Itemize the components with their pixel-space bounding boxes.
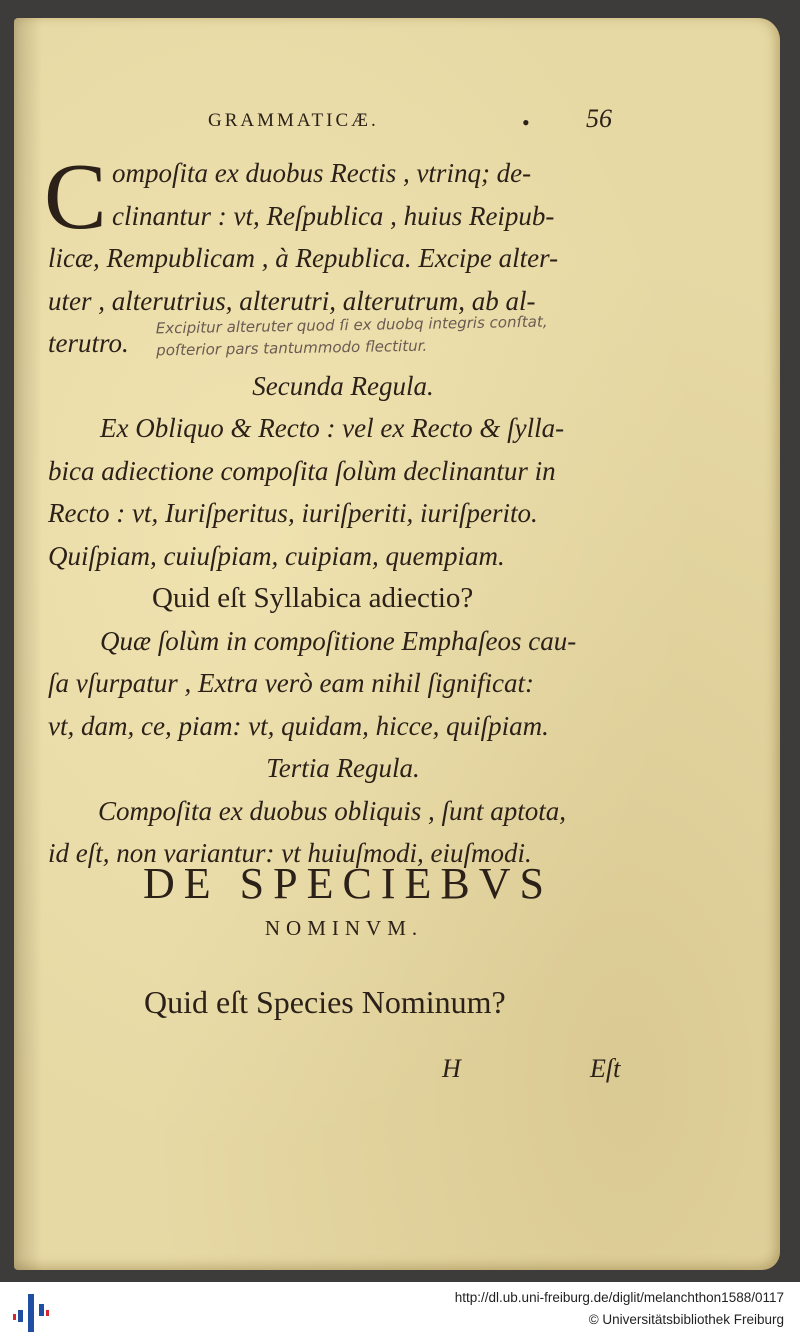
page-number: 56 — [586, 104, 612, 133]
catchword: Eſt — [590, 1054, 621, 1083]
text-line: Quiſpiam, cuiuſpiam, cuipiam, quempiam. — [48, 540, 505, 571]
text-line: Compoſita ex duobus obliquis , ſunt aptota, — [98, 795, 567, 826]
book-page — [14, 18, 780, 1270]
text-line: Recto : vt, Iuriſperitus, iuriſperiti, iuriſperito. — [48, 498, 538, 528]
question-syllabica: Quid eſt Syllabica adiectio? — [152, 582, 474, 614]
library-logo-icon — [12, 1292, 52, 1334]
rule1-paragraph — [48, 152, 638, 237]
main-text-block — [48, 152, 638, 875]
text-line: ompoſita ex duobus Rectis , vtrinq; de- — [112, 158, 532, 188]
permalink-url[interactable]: http://dl.ub.uni-freiburg.de/diglit/melanchthon1588/0117 — [454, 1290, 784, 1305]
note-line: Excipitur alteruter quod ſi ex duobq integris conſtat, — [155, 312, 548, 338]
text-line: id eſt, non variantur: vt huiuſmodi, eiuſmodi. — [48, 838, 532, 868]
text-line: bica adiectione compoſita ſolùm declinantur in — [48, 455, 556, 486]
signature-mark: H — [442, 1054, 461, 1083]
section-heading: DE SPECIEBVS — [143, 859, 553, 908]
text-line: licæ, Rempublicam , à Republica. Excipe alter- — [48, 243, 559, 273]
note-line: poſterior pars tantummodo flectitur. — [156, 336, 428, 360]
copyright-notice: © Universitätsbibliothek Freiburg — [588, 1312, 784, 1327]
question-species: Quid eſt Species Nominum? — [144, 984, 506, 1020]
viewer-footer — [0, 1282, 800, 1340]
drop-cap: C — [44, 145, 107, 249]
text-line: vt, dam, ce, piam: vt, quidam, hicce, quiſpiam. — [48, 710, 549, 741]
text-line: Quæ ſolùm in compoſitione Emphaſeos cau- — [100, 625, 577, 656]
handwritten-margin-note — [156, 311, 548, 362]
page-gutter-shadow — [14, 18, 42, 1270]
text-line: uter , alterutrius, alterutri, alterutrum, ab al- — [48, 285, 536, 316]
section-subheading: NOMINVM. — [264, 916, 424, 940]
rule3-title: Tertia Regula. — [266, 753, 420, 783]
text-line: clinantur : vt, Reſpublica , huius Reipub- — [112, 200, 555, 231]
text-line: ſa vſurpatur , Extra verò eam nihil ſignificat: — [48, 668, 534, 698]
text-line: Ex Obliquo & Recto : vel ex Recto & ſylla- — [100, 413, 565, 443]
rule2-title: Secunda Regula. — [252, 370, 434, 401]
text-line: terutro. — [48, 328, 129, 358]
running-head-ornament: • — [522, 110, 530, 135]
running-head: GRAMMATICÆ. — [208, 110, 379, 131]
